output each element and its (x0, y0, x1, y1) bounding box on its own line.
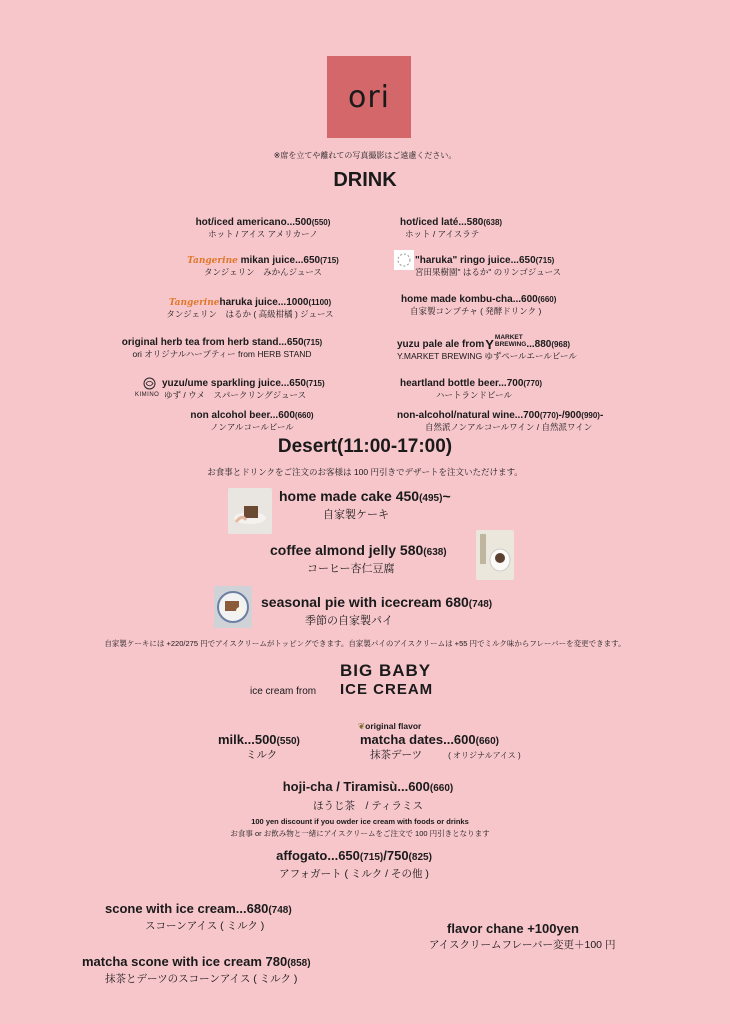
drink-heading: DRINK (333, 169, 397, 191)
drink-item-haruka-juice: Tangerineharuka juice...1000(1100) タンジェリン はるか ( 高級柑橘 ) ジュース (166, 297, 334, 319)
ori-logo (327, 56, 411, 138)
desert-item-coffee-jelly: coffee almond jelly 580(638) コーヒー杏仁豆腐 (270, 542, 447, 575)
drink-item-yuzu-ume: yuzu/ume sparkling juice...650(715) ゆず / ウメ スパークリングジュース KIMINO (135, 378, 325, 400)
logo-text: ori (347, 79, 391, 115)
desert-discount-note: お食事とドリンクをご注文のお客様は 100 円引きでデザートを注文いただけます。 (207, 467, 523, 477)
drink-item-non-alcohol-beer: non alcohol beer...600(660) ノンアルコールビール (190, 410, 314, 432)
ice-item-matcha-scone: matcha scone with ice cream 780(858) 抹茶とデーツのスコーンアイス ( ミルク ) (82, 954, 311, 985)
original-flavor-tag: ❦original flavor (358, 721, 422, 731)
drink-item-herb-tea: original herb tea from herb stand...650(715) ori オリジナルハーブティー from HERB STAND (121, 337, 323, 359)
topping-note: 自家製ケーキには +220/275 円でアイスクリームがトッピングできます。自家製パイのアイスクリームは +55 円でミルク味からフレーバーを変更できます。 (104, 639, 626, 648)
ice-item-scone: scone with ice cream...680(748) スコーンアイス ( ミルク ) (105, 901, 292, 932)
ice-discount-en: 100 yen discount if you owder ice cream with foods or drinks (251, 817, 469, 826)
ice-cream-from-label: ice cream from (250, 686, 317, 697)
miyata-orchard-logo (394, 250, 414, 270)
drink-item-mikan-juice: Tangerine mikan juice...650(715) タンジェリン みかんジュース (187, 255, 339, 277)
drink-item-ringo-juice: "haruka" ringo juice...650(715) 宮田果樹園" はるか" のリンゴジュース (415, 255, 562, 277)
photo-notice: ※席を立てや離れての写真撮影はご遠慮ください。 (273, 151, 457, 160)
kimino-label: KIMINO (135, 392, 160, 398)
seasonal-pie-photo (214, 586, 252, 628)
leaf-icon: ❦ (358, 721, 366, 731)
ice-item-flavor-change: flavor chane +100yen アイスクリームフレーバー変更＋100 円 (429, 921, 616, 951)
ice-discount-jp: お食事 or お飲み物と一緒にアイスクリームをご注文で 100 円引きとなります (230, 829, 490, 838)
tangerine-logo: Tangerine (187, 256, 238, 266)
drink-item-heartland: heartland bottle beer...700(770) ハートランドビール (400, 378, 543, 400)
ice-item-hojicha: hoji-cha / Tiramisù...600(660) ほうじ茶 / ティラミス (282, 779, 454, 812)
drink-item-wine: non-alcohol/natural wine...700(770)-/900(990)- 自然派ノンアルコールワイン / 自然派ワイン (397, 410, 604, 432)
big-baby-logo: BIG BABY ICE CREAM (340, 661, 434, 698)
desert-heading: Desert(11:00-17:00) (277, 436, 453, 457)
drink-item-americano: hot/iced americano...500(550) ホット / アイス アメリカーノ (195, 217, 331, 239)
desert-item-cake: home made cake 450(495)~ 自家製ケーキ (279, 488, 451, 521)
coffee-jelly-photo (476, 530, 514, 580)
ice-item-affogato: affogato...650(715)/750(825) アフォガート ( ミルク / その他 ) (276, 848, 432, 880)
tangerine-logo: Tangerine (168, 298, 220, 308)
y-market-brewing-logo: Y MARKET BREWING (485, 333, 527, 352)
desert-item-seasonal-pie: seasonal pie with icecream 680(748) 季節の自家製パイ (261, 594, 493, 627)
drink-item-latte: hot/iced laté...580(638) ホット / アイスラテ (400, 217, 503, 239)
cake-photo (228, 488, 272, 534)
ice-item-matcha-dates: matcha dates...600(660) 抹茶デーツ ( オリジナルアイス ) (360, 732, 521, 761)
drink-item-kombucha: home made kombu-cha...600(660) 自家製コンブチャ ( 発酵ドリンク ) (401, 294, 557, 316)
drink-item-yuzu-pale-ale: yuzu pale ale from Y MARKET BREWING ...880 (968) Y.MARKET BREWING ゆずペールエールビール (397, 333, 577, 361)
ice-item-milk: milk...500(550) ミルク (218, 732, 300, 761)
